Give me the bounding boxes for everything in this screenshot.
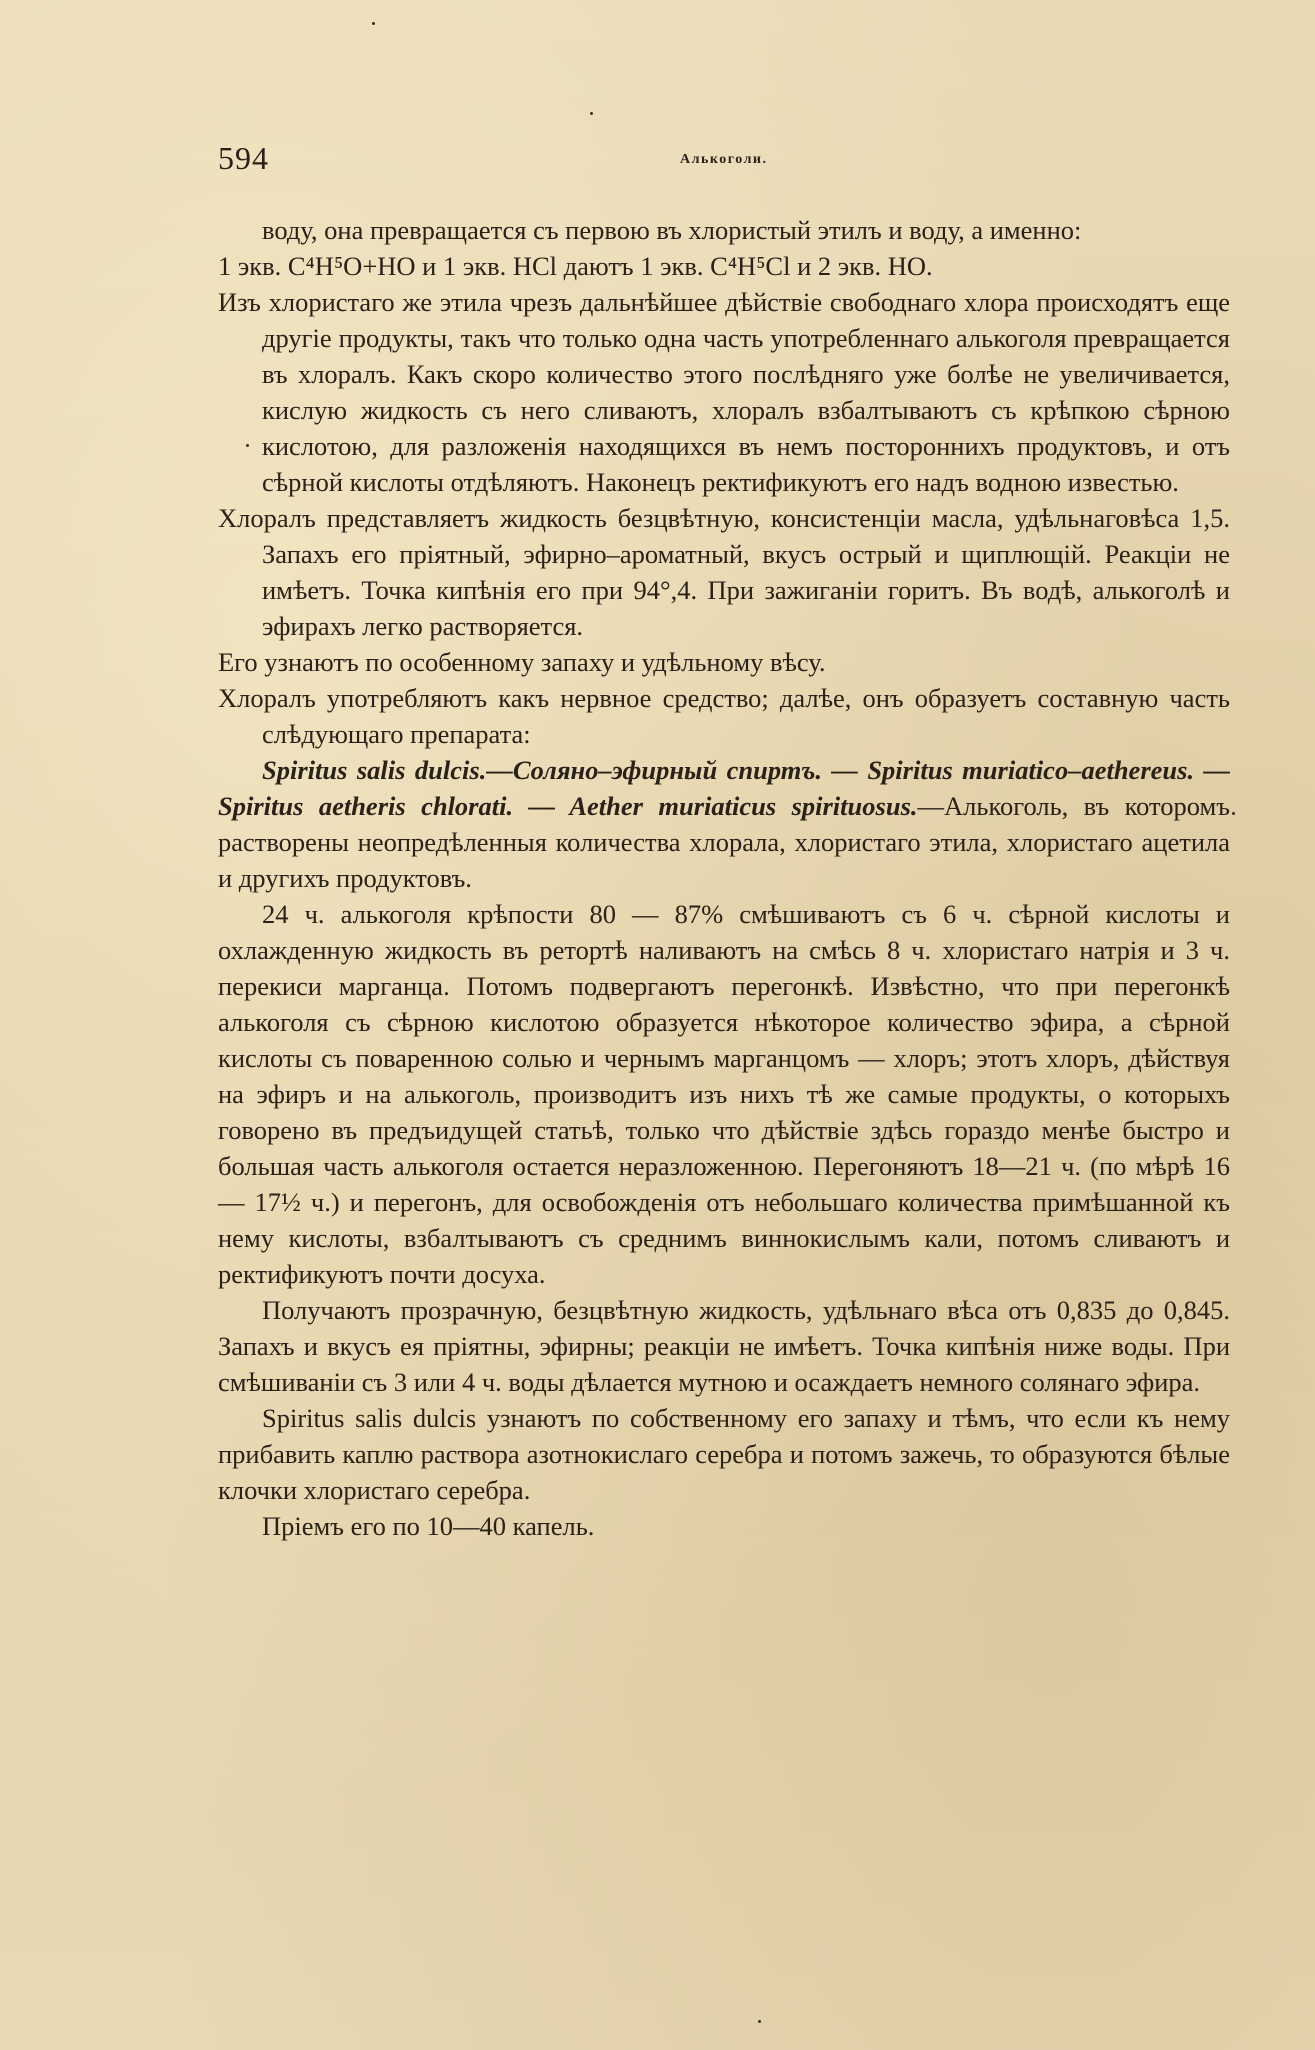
paper-speck [758,2020,761,2023]
latin-name: Spiritus salis dulcis. [262,755,487,785]
paragraph-identification: Spiritus salis dulcis узнаютъ по собственному его запаху и тѣмъ, что если къ нему прибавить каплю раствора азотнокислаго серебра и потомъ зажечь, то образуются бѣлые клочки хлористаго серебра. [218,1403,1230,1505]
page-number: 594 [218,140,269,176]
paragraph-chloral-usage: Хлоралъ употребляютъ какъ нервное средство; далѣе, онъ образуетъ составную часть слѣдующаго препарата: [218,683,1230,749]
paragraph-chloral-identification: Его узнаютъ по особенному запаху и удѣльному вѣсу. [218,647,826,677]
paragraph-spiritus-heading [218,752,1230,896]
russian-name: —Соляно–эфирный спиртъ. [486,755,822,785]
paragraph-dosage: Пріемъ его по 10—40 капель. [262,1511,595,1541]
paper-speck [372,22,375,25]
paper-speck [590,112,593,115]
running-head: Алькоголи. [680,152,768,167]
paper-speck [1232,812,1235,815]
paragraph-chloral-properties: Хлоралъ представляетъ жидкость безцвѣтную, консистенціи масла, удѣльнаговѣса 1,5. Запахъ его пріятный, эфирно–ароматный, вкусъ острый и щиплющій. Реакціи не имѣетъ. Точка кипѣнія его при 94°,4. При зажиганіи горитъ. Въ водѣ, алькоголѣ и эфирахъ легко растворяется. [218,503,1230,641]
paper-speck [246,444,249,447]
definition-text: —Алькоголь, въ которомъ растворены неопредѣленныя количества хлорала, хлористаго этила, хлористаго ацетила и другихъ продуктовъ. [218,791,1230,893]
latin-synonyms: — Spiritus muriatico–aethereus. — Spiritus aetheris chlorati. — Aether muriaticus spirituosus. [218,755,1231,821]
paragraph-product-properties: Получаютъ прозрачную, безцвѣтную жидкость, удѣльнаго вѣса отъ 0,835 до 0,845. Запахъ и вкусъ ея пріятны, эфирны; реакціи не имѣетъ. Точка кипѣнія ниже воды. При смѣшиваніи съ 3 или 4 ч. воды дѣлается мутною и осаждаетъ немного солянаго эфира. [218,1295,1230,1397]
body-text [218,212,1230,1544]
paragraph-formula: 1 экв. C⁴H⁵O+HO и 1 экв. HCl даютъ 1 экв. C⁴H⁵Cl и 2 экв. HO. [218,251,933,281]
paragraph-continuation: воду, она превращается съ первою въ хлористый этилъ и воду, а именно: [262,215,1082,245]
paragraph-preparation: 24 ч. алькоголя крѣпости 80 — 87% смѣшиваютъ съ 6 ч. сѣрной кислоты и охлажденную жидкость въ ретортѣ наливаютъ на смѣсь 8 ч. хлористаго натрія и 3 ч. перекиси марганца. Потомъ подвергаютъ перегонкѣ. Извѣстно, что при перегонкѣ алькоголя съ сѣрною кислотою образуется нѣкоторое количество эфира, а сѣрной кислоты съ поваренною солью и чернымъ марганцомъ — хлоръ; этотъ хлоръ, дѣйствуя на эфиръ и на алькоголь, производитъ изъ нихъ тѣ же самые продукты, о которыхъ говорено въ предъидущей статьѣ, только что дѣйствіе здѣсь гораздо менѣе быстро и большая часть алькоголя остается неразложенною. Перегоняютъ 18—21 ч. (по мѣрѣ 16 — 17½ ч.) и перегонъ, для освобожденія отъ небольшаго количества примѣшанной къ нему кислоты, взбалтываютъ съ среднимъ виннокислымъ кали, потомъ сливаютъ и ректификуютъ почти досуха. [218,899,1230,1289]
paragraph-ethyl-chloride: Изъ хлористаго же этила чрезъ дальнѣйшее дѣйствіе свободнаго хлора происходятъ еще другіе продукты, такъ что только одна часть употребленнаго алькоголя превращается въ хлоралъ. Какъ скоро количество этого послѣдняго уже болѣе не увеличивается, кислую жидкость съ него сливаютъ, хлоралъ взбалтываютъ съ крѣпкою сѣрною кислотою, для разложенія находящихся въ немъ постороннихъ продуктовъ, и отъ сѣрной кислоты отдѣляютъ. Наконецъ ректификуютъ его надъ водною известью. [218,287,1230,497]
